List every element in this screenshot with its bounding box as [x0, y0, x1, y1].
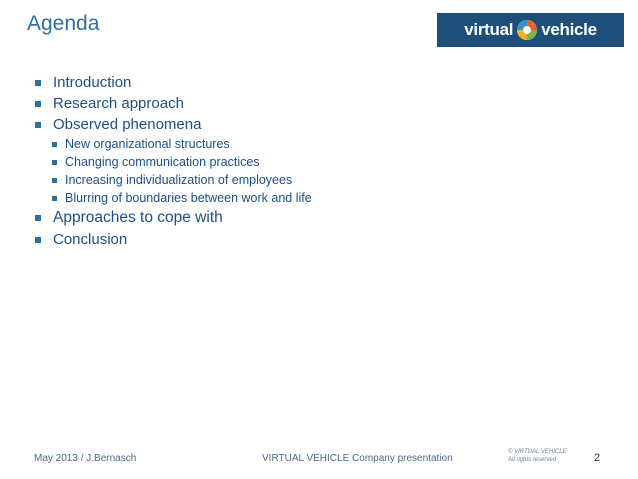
bullet-square-icon — [35, 237, 41, 243]
agenda-item-label: Conclusion — [53, 231, 128, 248]
page-number: 2 — [594, 452, 601, 464]
agenda-item-label: Research approach — [53, 95, 184, 112]
bullet-square-icon — [52, 196, 57, 201]
logo-left-word: virtual — [464, 20, 514, 39]
agenda-item-observed-phenomena — [35, 114, 312, 135]
bullet-square-icon — [52, 178, 57, 183]
agenda-list — [35, 72, 312, 250]
agenda-subitem-label: Blurring of boundaries between work and life — [65, 191, 312, 205]
logo-circle-icon — [516, 19, 538, 41]
footer-date-author: May 2013 / J.Bernasch — [34, 453, 137, 464]
bullet-square-icon — [52, 142, 57, 147]
agenda-subitem — [35, 189, 312, 207]
agenda-item-approaches — [35, 207, 312, 229]
agenda-item-label: Observed phenomena — [53, 116, 202, 133]
agenda-subitem — [35, 135, 312, 153]
agenda-item-conclusion — [35, 229, 312, 250]
slide-title: Agenda — [27, 12, 100, 35]
footer-presentation-title: VIRTUAL VEHICLE Company presentation — [262, 453, 453, 464]
agenda-item-label: Approaches to cope with — [53, 209, 223, 226]
agenda-subitem — [35, 171, 312, 189]
agenda-item-label: Introduction — [53, 74, 132, 91]
agenda-item-introduction — [35, 72, 312, 93]
footer-copyright — [508, 448, 567, 464]
bullet-square-icon — [35, 122, 41, 128]
logo-right-word: vehicle — [541, 20, 597, 39]
agenda-subitem — [35, 153, 312, 171]
agenda-item-research-approach — [35, 93, 312, 114]
bullet-square-icon — [52, 160, 57, 165]
copyright-line: © VIRTUAL VEHICLE — [508, 449, 567, 455]
agenda-subitem-label: Increasing individualization of employees — [65, 173, 293, 187]
agenda-subitem-label: Changing communication practices — [65, 155, 260, 169]
virtual-vehicle-logo — [437, 13, 624, 47]
bullet-square-icon — [35, 101, 41, 107]
copyright-line: All rights reserved — [508, 457, 557, 463]
agenda-subitem-label: New organizational structures — [65, 137, 230, 151]
bullet-square-icon — [35, 80, 41, 86]
bullet-square-icon — [35, 215, 41, 221]
